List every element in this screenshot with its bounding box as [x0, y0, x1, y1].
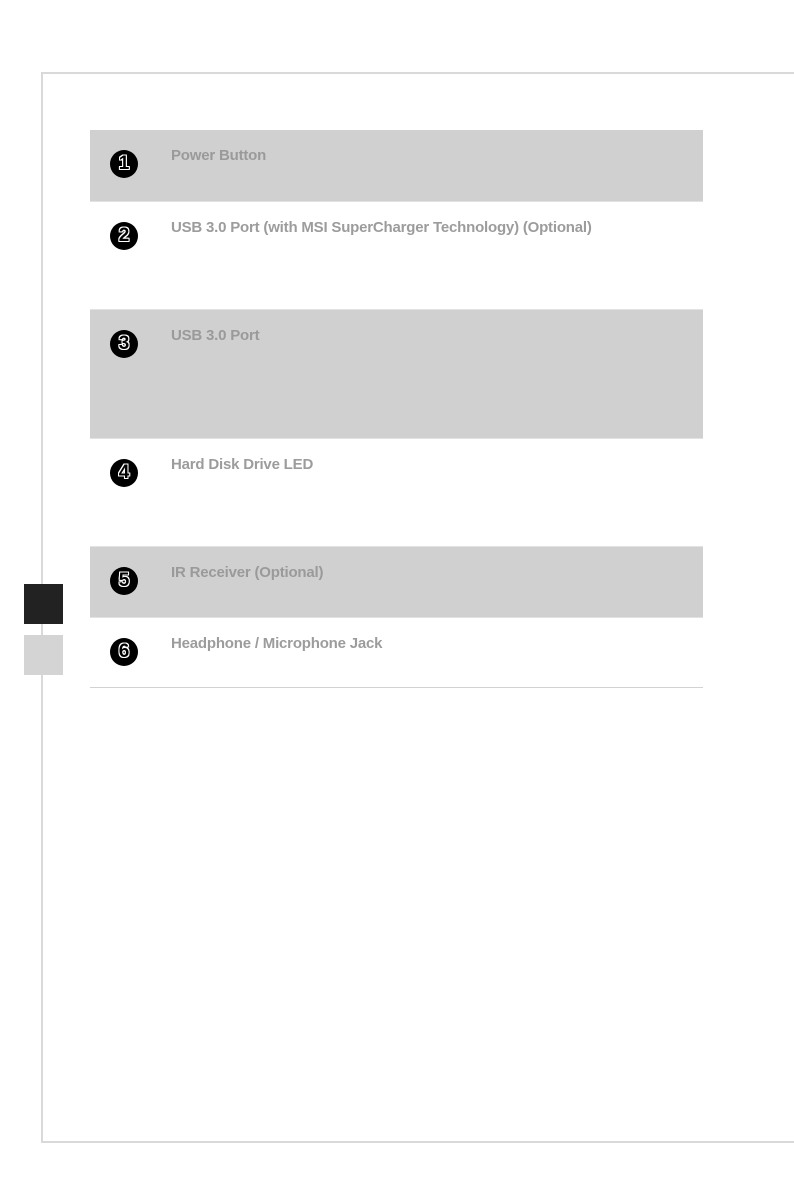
feature-row-ir-receiver	[90, 546, 703, 617]
feature-table	[90, 130, 703, 688]
feature-row-audio-jack	[90, 617, 703, 687]
number-badge: 6	[110, 638, 138, 666]
feature-title: USB 3.0 Port (with MSI SuperCharger Technology) (Optional)	[171, 219, 592, 236]
feature-title: USB 3.0 Port	[171, 327, 260, 344]
feature-title: Power Button	[171, 147, 267, 164]
feature-title: IR Receiver (Optional)	[171, 564, 324, 581]
number-badge: 1	[110, 150, 138, 178]
feature-row-usb-supercharger	[90, 201, 703, 309]
feature-title: Headphone / Microphone Jack	[171, 635, 383, 652]
number-badge: 5	[110, 567, 138, 595]
feature-row-usb-port	[90, 309, 703, 438]
chapter-tab-active	[24, 584, 63, 624]
chapter-tab-inactive	[24, 635, 63, 675]
feature-row-hdd-led	[90, 438, 703, 546]
feature-row-power-button	[90, 130, 703, 201]
feature-title: Hard Disk Drive LED	[171, 456, 314, 473]
number-badge: 3	[110, 330, 138, 358]
number-badge: 4	[110, 459, 138, 487]
number-badge: 2	[110, 222, 138, 250]
